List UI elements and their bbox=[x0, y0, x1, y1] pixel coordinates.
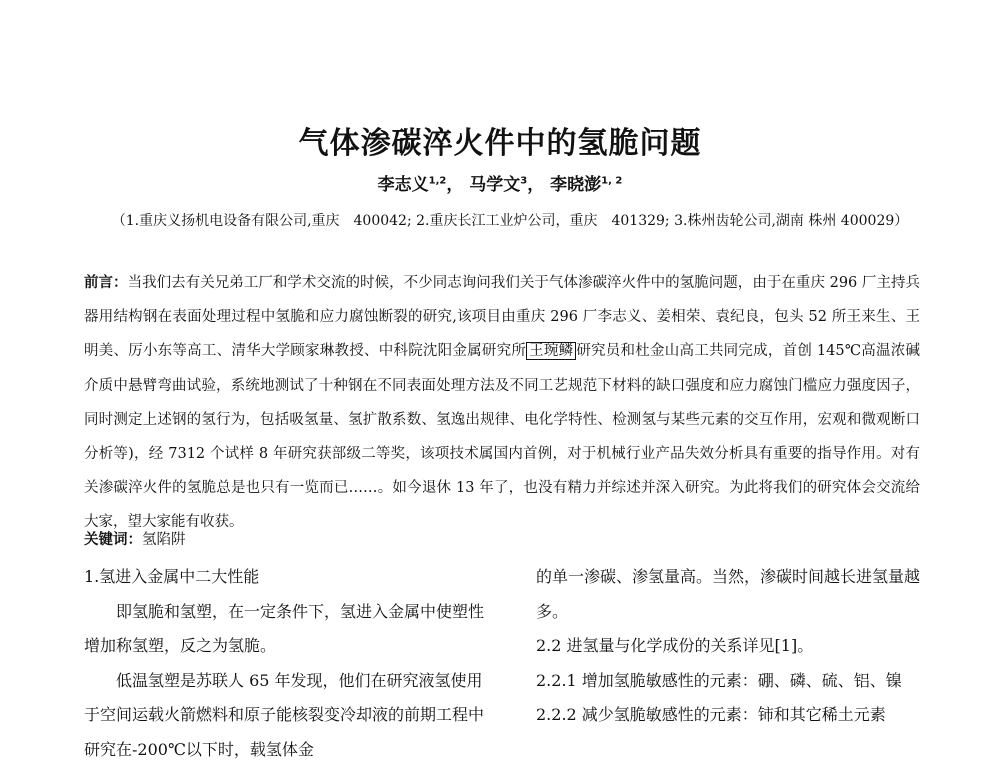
section-heading: 2.2 进氢量与化学成份的关系详见[1]。 bbox=[536, 629, 920, 664]
author-line bbox=[0, 170, 1000, 195]
subsection-paragraph: 2.2.1 增加氢脆敏感性的元素：硼、磷、硫、铝、镍 bbox=[536, 664, 920, 699]
body-paragraph: 低温氢塑是苏联人 65 年发现，他们在研究液氢使用于空间运载火箭燃料和原子能核裂变冷却液的前期工程中研究在-200℃以下时，载氢体金 bbox=[84, 664, 484, 767]
author-affiliation-mark: 1, 2 bbox=[601, 175, 622, 186]
body-paragraph: 的单一渗碳、渗氢量高。当然，渗碳时间越长进氢量越多。 bbox=[536, 560, 920, 629]
abstract-label: 前言： bbox=[84, 275, 128, 291]
keywords-label: 关键词： bbox=[84, 532, 142, 548]
author-affiliation-mark: 3 bbox=[520, 175, 527, 186]
keywords-line bbox=[84, 528, 186, 549]
author-name: 李晓澎 bbox=[550, 175, 601, 195]
right-column bbox=[536, 560, 920, 733]
body-paragraph: 即氢脆和氢塑，在一定条件下，氢进入金属中使塑性增加称氢塑，反之为氢脆。 bbox=[84, 595, 484, 664]
author-affiliation-mark: 1,2 bbox=[429, 175, 447, 186]
affiliation-line: （1.重庆义扬机电设备有限公司,重庆 400042; 2.重庆长江工业炉公司，重庆 401329; 3.株州齿轮公司,湖南 株州 400029） bbox=[108, 205, 912, 237]
boxed-name: 王琬鳞 bbox=[526, 342, 576, 360]
abstract-text: 研究员和杜金山高工共同完成，首创 145℃高温浓碱介质中悬臂弯曲试验，系统地测试了十种钢在不同表面处理方法及不同工艺规范下材料的缺口强度和应力腐蚀门槛应力强度因子，同时测定上述钢的氢行为，包括吸氢量、氢扩散系数、氢逸出规律、电化学特性、检测氢与某些元素的交互作用，宏观和微观断口分析等)，经 7312 个试样 8 年研究获部级二等奖，该项技术属国内首例，对于机械行业产品失效分析具有重要的指导作用。对有关渗碳淬火件的氢脆总是也只有一览而已……。如今退休 13 年了，也没有精力并综述并深入研究。为此将我们的研究体会交流给大家，望大家能有收获。 bbox=[84, 343, 920, 530]
keywords-text: 氢陷阱 bbox=[142, 532, 186, 548]
paper-title: 气体渗碳淬火件中的氢脆问题 bbox=[0, 118, 1000, 162]
section-heading: 1.氢进入金属中二大性能 bbox=[84, 560, 484, 595]
subsection-paragraph: 2.2.2 减少氢脆敏感性的元素：铈和其它稀土元素 bbox=[536, 698, 920, 733]
author-separator: ， bbox=[446, 175, 463, 195]
abstract-text: 当我们去有关兄弟工厂和学术交流的时候，不少同志询问我们关于气体渗碳淬火件中的氢脆问题，由于在重庆 296 厂主持兵器用结构钢在表面处理过程中氢脆和应力腐蚀断裂的研究,该项目由重庆 296 厂李志义、姜相荣、袁纪良，包头 52 所王来生、王明美、厉小东等高工、清华大学顾家琳教授、中科院沈阳金属研究所 bbox=[84, 275, 920, 359]
author-name: 马学文 bbox=[469, 175, 520, 195]
author-name: 李志义 bbox=[378, 175, 429, 195]
abstract-paragraph bbox=[84, 266, 920, 540]
author-separator: ， bbox=[527, 175, 544, 195]
left-column bbox=[84, 560, 484, 767]
